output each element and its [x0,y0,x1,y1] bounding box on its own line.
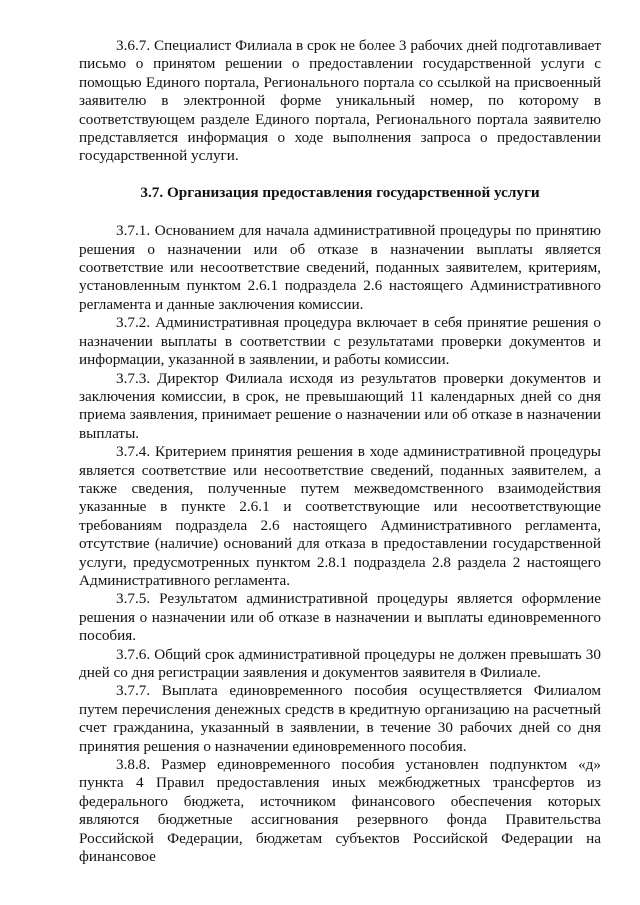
paragraph-3-8-8: 3.8.8. Размер единовременного пособия установлен подпунктом «д» пункта 4 Правил предоставления иных межбюджетных трансфертов из федерального бюджета, источником финансового обеспечения которых являются бюджетные ассигнования резервного фонда Правительства Российской Федерации, бюджетам субъектов Российской Федерации на финансовое [79,756,601,866]
document-page [79,37,601,866]
paragraph-3-7-6: 3.7.6. Общий срок административной процедуры не должен превышать 30 дней со дня регистрации заявления и документов заявителя в Филиале. [79,645,601,681]
paragraph-3-7-7: 3.7.7. Выплата единовременного пособия осуществляется Филиалом путем перечисления денежных средств в кредитную организацию на расчетный счет гражданина, указанный в заявлении, в течение 30 рабочих дней со дня принятия решения о назначении единовременного пособия. [79,682,601,755]
paragraph-3-6-7: 3.6.7. Специалист Филиала в срок не более 3 рабочих дней подготавливает письмо о принятом решении о предоставлении государственной услуги с помощью Единого портала, Регионального портала со ссылкой на присвоенный заявителю в электронной форме уникальный номер, по которому в соответствующем разделе Единого портала, Регионального портала заявителю представляется информация о ходе выполнения запроса о предоставлении государственной услуги. [79,37,601,165]
paragraph-3-7-1: 3.7.1. Основанием для начала административной процедуры по принятию решения о назначении или об отказе в назначении выплаты является соответствие или несоответствие сведений, поданных заявителем, критериям, установленным пунктом 2.6.1 подраздела 2.6 настоящего Административного регламента и данные заключения комиссии. [79,222,601,313]
paragraph-3-7-3: 3.7.3. Директор Филиала исходя из результатов проверки документов и заключения комиссии, в срок, не превышающий 11 календарных дней со дня приема заявления, принимает решение о назначении или об отказе в назначении выплаты. [79,369,601,442]
section-heading-3-7: 3.7. Организация предоставления государственной услуги [140,183,540,201]
paragraph-3-7-5: 3.7.5. Результатом административной процедуры является оформление решения о назначении или об отказе в назначении и выплаты единовременного пособия. [79,590,601,645]
paragraph-3-7-2: 3.7.2. Административная процедура включает в себя принятие решения о назначении выплаты в соответствии с результатами проверки документов и информации, указанной в заявлении, и работы комиссии. [79,314,601,369]
paragraph-3-7-4: 3.7.4. Критерием принятия решения в ходе административной процедуры является соответствие или несоответствие сведений, поданных заявителем, а также сведения, полученные путем межведомственного взаимодействия указанные в пункте 2.6.1 и соответствующие или несоответствующие требованиям подраздела 2.6 настоящего Административного регламента, отсутствие (наличие) оснований для отказа в предоставлении государственной услуги, предусмотренных пунктом 2.8.1 подраздела 2.8 раздела 2 настоящего Административного регламента. [79,443,601,589]
